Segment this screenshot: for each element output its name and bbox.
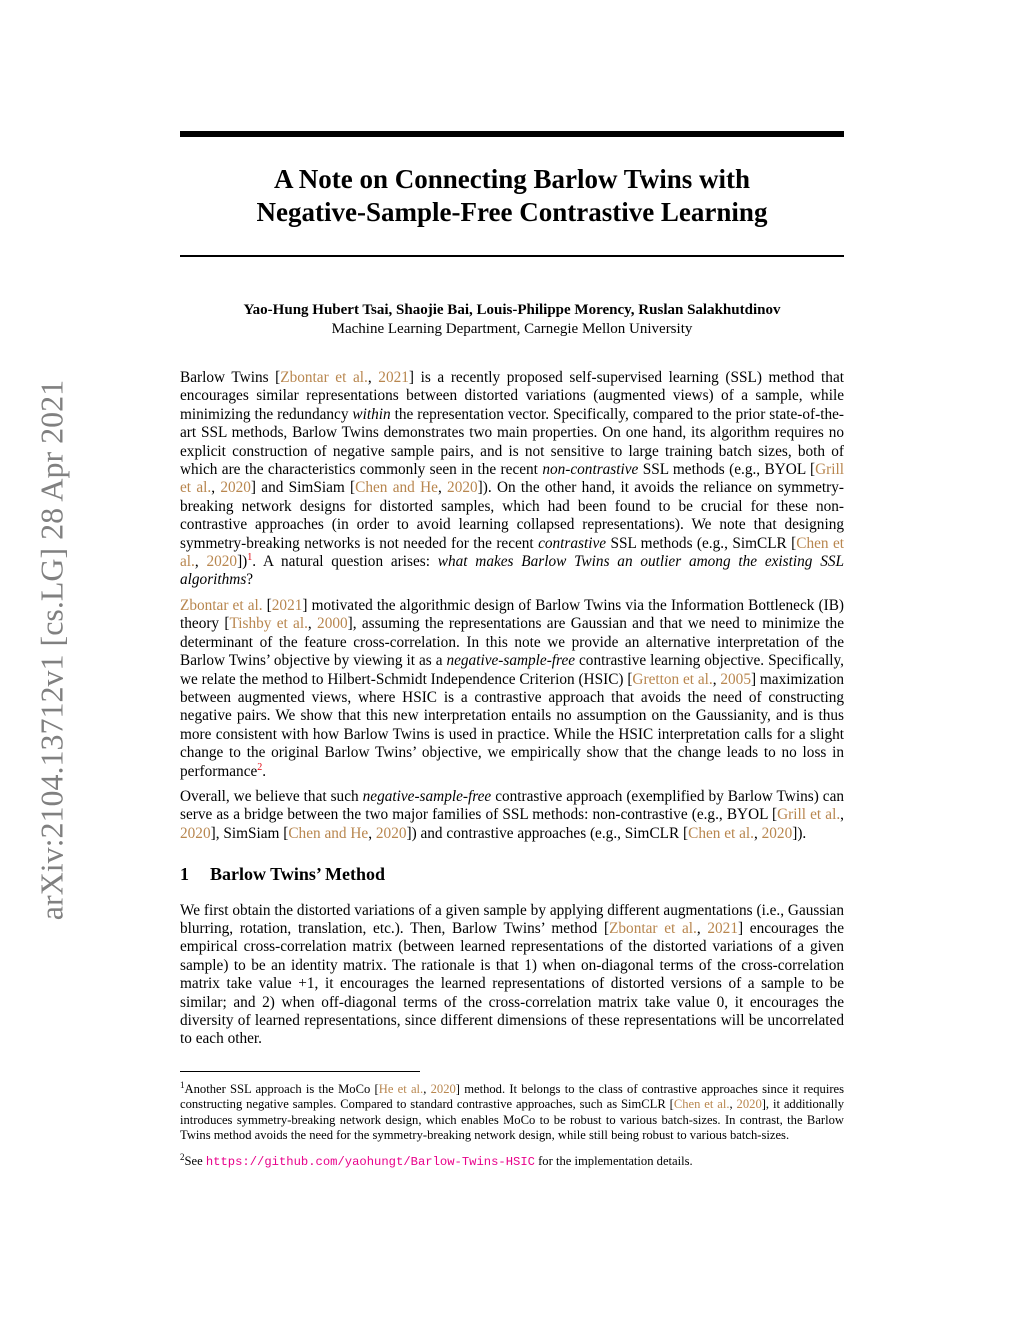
footnote-marker: 2 bbox=[180, 1152, 185, 1163]
text-run: ]). bbox=[792, 824, 807, 842]
citation-link[interactable]: Gretton et al. bbox=[632, 670, 713, 688]
paper-title bbox=[180, 163, 844, 229]
text-run: Overall, we believe that such bbox=[180, 787, 363, 805]
text-run: . bbox=[262, 762, 267, 780]
footnote-marker: 1 bbox=[180, 1079, 185, 1090]
footnote-ref-2[interactable]: 2 bbox=[257, 761, 263, 773]
citation-year-link[interactable]: 2020 bbox=[761, 824, 793, 842]
citation-link[interactable]: Chen et al. bbox=[180, 534, 844, 571]
text-run: ], assuming the representations are Gaussian and that we need to minimize the determinant of the feature cross-correlation. In this note we provide an alternative interpretation of the Barlow Twins’ objective by viewing it as a bbox=[180, 615, 844, 670]
section-heading bbox=[180, 865, 844, 883]
citation-year-link[interactable]: 2000 bbox=[317, 615, 348, 633]
text-run: for the implementation details. bbox=[534, 1154, 693, 1169]
text-run: ], SimSiam [ bbox=[210, 824, 289, 842]
citation-link[interactable]: Tishby et al. bbox=[229, 615, 308, 633]
text-run: SSL methods (e.g., BYOL [ bbox=[638, 461, 816, 479]
text-run: , bbox=[194, 553, 207, 571]
text-run: , bbox=[307, 615, 318, 633]
citation-year-link[interactable]: 2020 bbox=[430, 1082, 456, 1096]
emphasis: contrastive bbox=[538, 534, 607, 552]
text-run: ]) bbox=[237, 553, 248, 571]
text-run: , bbox=[753, 824, 762, 842]
text-run: ] and SimSiam [ bbox=[250, 479, 356, 497]
text-run: , bbox=[423, 1082, 431, 1096]
citation-year-link[interactable]: 2021 bbox=[271, 596, 303, 614]
text-run: ] is a recently proposed self-supervised learning (SSL) method that encourages similar representations between distorted variations (augmented views) of a sample, while minimizing the redundancy bbox=[180, 369, 844, 423]
text-run: , bbox=[696, 919, 708, 937]
citation-year-link[interactable]: 2020 bbox=[206, 553, 238, 571]
title-line-2: Negative-Sample-Free Contrastive Learning bbox=[256, 197, 768, 227]
title-top-rule bbox=[180, 131, 844, 137]
citation-year-link[interactable]: 2020 bbox=[375, 824, 407, 842]
text-run: ] maximization between augmented views, where HSIC is a contrastive approach that avoids the need of constructing negative pairs. We show that this new interpretation entails no assumption on the Gaussianity, and is thus more consistent with how Barlow Twins is used in practice. While the HSIC interpretation calls for a slight change to the original Barlow Twins’ objective, we empirically show that the change leads to no loss in performance bbox=[180, 670, 844, 780]
section-number: 1 bbox=[180, 864, 189, 885]
citation-year-link[interactable]: 2021 bbox=[707, 919, 738, 937]
text-run: ] motivated the algorithmic design of Barlow Twins via the Information Bottleneck (IB) theory [ bbox=[180, 596, 844, 633]
title-line-1: A Note on Connecting Barlow Twins with bbox=[273, 164, 751, 194]
text-run: ], it additionally introduces symmetry-breaking network design, which enables MoCo to be robust to various batch-sizes. In contrast, the Barlow Twins method avoids the need for the symmetry-breaking network design, while still being robust to various batch-sizes. bbox=[180, 1097, 844, 1142]
citation-year-link[interactable]: 2021 bbox=[378, 369, 409, 386]
text-run: SSL methods (e.g., SimCLR [ bbox=[606, 534, 797, 552]
citation-year-link[interactable]: 2020 bbox=[180, 824, 211, 842]
citation-link[interactable]: Zbontar et al. bbox=[609, 919, 697, 937]
text-run: the representation vector. Specifically, compared to the prior state-of-the-art SSL methods, Barlow Twins demonstrates two main properties. On one hand, its algorithm requires no explicit construction of negative sample pairs, and is not sensitive to large training batch sizes, both of which are the characteristics commonly seen in the recent bbox=[180, 405, 844, 479]
citation-year-link[interactable]: 2020 bbox=[220, 479, 251, 497]
text-run: We first obtain the distorted variations of a given sample by applying different augmentations (i.e., Gaussian blurring, rotation, translation, etc.). Then, Barlow Twins’ method [ bbox=[180, 901, 844, 937]
text-run: Barlow Twins [ bbox=[180, 369, 281, 386]
text-run: See bbox=[184, 1154, 206, 1169]
text-run: , bbox=[729, 1097, 737, 1112]
text-run: , bbox=[437, 479, 448, 497]
text-run: , bbox=[367, 369, 379, 386]
text-run: . A natural question arises: bbox=[252, 553, 438, 571]
text-run: , bbox=[712, 670, 721, 688]
paper-body bbox=[180, 369, 844, 1178]
citation-link[interactable]: Chen et al. bbox=[688, 824, 754, 842]
citation-link[interactable]: Grill et al. bbox=[777, 806, 841, 824]
text-run: [ bbox=[262, 596, 272, 614]
text-run: contrastive learning objective. Specifically, we relate the method to Hilbert-Schmidt Independence Criterion (HSIC) [ bbox=[180, 652, 844, 688]
footnote-rule bbox=[180, 1071, 420, 1072]
title-bottom-rule bbox=[180, 255, 844, 257]
text-run: , bbox=[211, 479, 221, 497]
text-run: ? bbox=[246, 571, 254, 589]
github-url-link[interactable]: https://github.com/yaohungt/Barlow-Twins-HSIC bbox=[205, 1155, 535, 1170]
footnote-1 bbox=[180, 1078, 844, 1143]
section-1-paragraph-1 bbox=[180, 902, 844, 1049]
abstract-paragraph-2 bbox=[180, 597, 844, 781]
text-run: ] method. It belongs to the class of contrastive approaches since it requires constructing negative samples. Compared to standard contrastive approaches, such as SimCLR [ bbox=[180, 1082, 845, 1112]
text-run: ] encourages the empirical cross-correlation matrix (between learned representations of the distorted variations of a given sample) to be an identity matrix. The rationale is that 1) when on-diagonal terms of the cross-correlation matrix take value +1, it encourages the learned representations of distorted versions of a sample to be similar; and 2) when off-diagonal terms of the cross-correlation matrix take value 0, it encourages the diversity of learned representations, since different dimensions of these representations will be uncorrelated to each other. bbox=[180, 919, 844, 1048]
emphasis: what makes Barlow Twins an outlier among the existing SSL algorithms bbox=[180, 553, 844, 589]
emphasis: non-contrastive bbox=[542, 461, 639, 479]
citation-link[interactable]: Chen and He bbox=[355, 479, 438, 497]
section-title: Barlow Twins’ Method bbox=[210, 864, 386, 885]
text-run: , bbox=[840, 806, 844, 824]
citation-link[interactable]: Zbontar et al. bbox=[280, 369, 368, 386]
affiliation: Machine Learning Department, Carnegie Mellon University bbox=[331, 321, 693, 337]
citation-link[interactable]: Grill et al. bbox=[180, 461, 844, 497]
citation-link[interactable]: He et al. bbox=[378, 1082, 424, 1096]
text-run: ]) and contrastive approaches (e.g., SimCLR [ bbox=[406, 824, 689, 842]
citation-link[interactable]: Chen et al. bbox=[673, 1097, 730, 1112]
author-list: Yao-Hung Hubert Tsai, Shaojie Bai, Louis-Philippe Morency, Ruslan Salakhutdinov bbox=[243, 302, 781, 318]
abstract-paragraph-3 bbox=[180, 788, 844, 843]
text-run: contrastive approach (exemplified by Barlow Twins) can serve as a bridge between the two major families of SSL methods: non-contrastive (e.g., BYOL [ bbox=[180, 787, 845, 824]
footnote-2 bbox=[180, 1150, 844, 1170]
text-run: , bbox=[368, 824, 376, 842]
citation-year-link[interactable]: 2020 bbox=[447, 479, 478, 497]
footnote-ref-1[interactable]: 1 bbox=[247, 551, 253, 563]
citation-link[interactable]: Chen and He bbox=[288, 824, 369, 842]
abstract-paragraph-1 bbox=[180, 369, 844, 590]
citation-link[interactable]: Zbontar et al. bbox=[180, 596, 263, 614]
emphasis: negative-sample-free bbox=[362, 787, 492, 805]
emphasis: negative-sample-free bbox=[446, 652, 576, 670]
citation-year-link[interactable]: 2020 bbox=[736, 1097, 762, 1112]
emphasis: within bbox=[352, 405, 391, 423]
text-run: Another SSL approach is the MoCo [ bbox=[184, 1082, 379, 1096]
citation-year-link[interactable]: 2005 bbox=[720, 670, 751, 688]
text-run: ]). On the other hand, it avoids the reliance on symmetry-breaking network designs for distorted samples, which had been found to be crucial for these non-contrastive approaches (in order to avoid learning collapsed representations). We note that designing symmetry-breaking networks is not needed for the recent bbox=[180, 479, 844, 552]
arxiv-identifier: arXiv:2104.13712v1 [cs.LG] 28 Apr 2021 bbox=[33, 379, 70, 921]
